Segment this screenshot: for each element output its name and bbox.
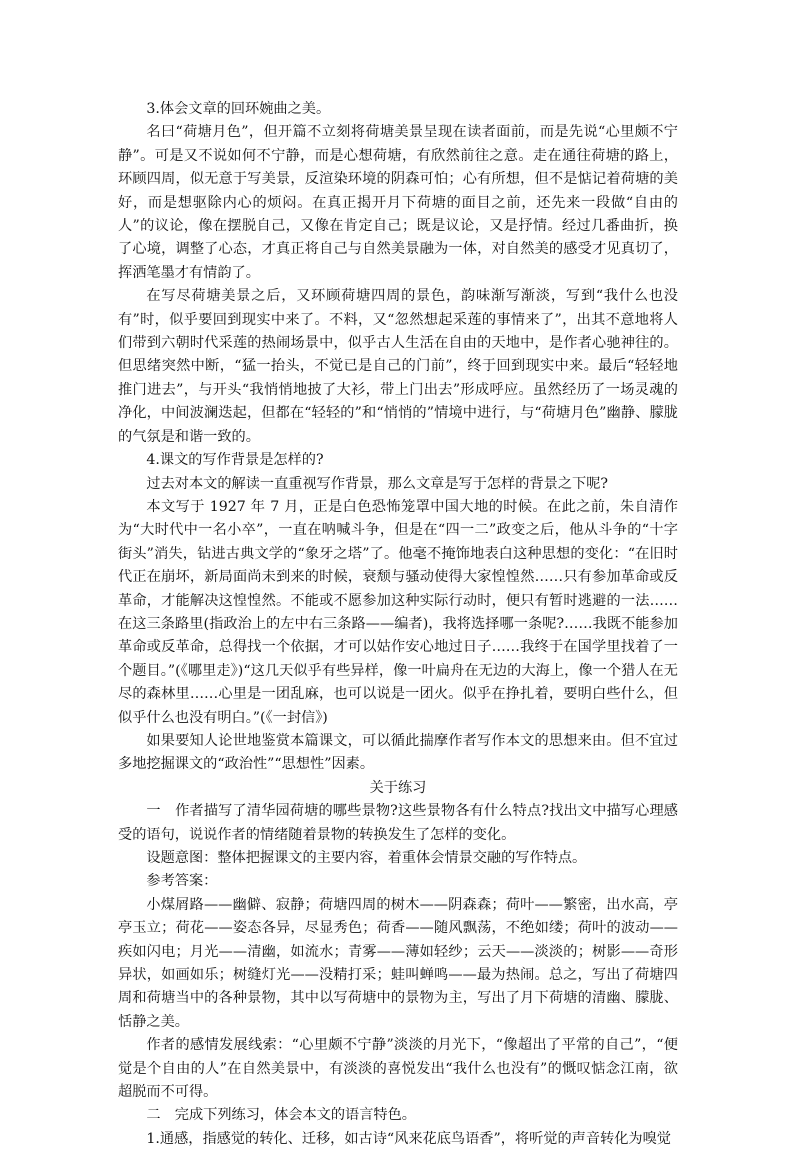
paragraph-section-3-heading: 3.体会文章的回环婉曲之美。	[146, 101, 331, 117]
exercise-1-answer-scenery: 小煤屑路——幽僻、寂静；荷塘四周的树木——阴森森；荷叶——繁密，出水高，亭亭玉立；荷花——姿态各异，尽显秀色；荷香——随风飘荡，不绝如缕；荷叶的波动——疾如闪电；月光——清幽，如流水；青雾——薄如轻纱；云天——淡淡的；树影——奇形异状，如画如乐；树缝灯光——没精打采；蛙叫蝉鸣——最为热闹。总之，写出了荷塘四周和荷塘当中的各种景物，其中以写荷塘中的景物为主，写出了月下荷塘的清幽、朦胧、恬静之美。	[118, 896, 678, 1030]
exercise-2-question: 二 完成下列练习，体会本文的语言特色。	[146, 1107, 416, 1124]
exercise-2-item-1: 1.通感，指感觉的转化、迁移，如古诗“风来花底鸟语香”，将听觉的声音转化为嗅觉	[146, 1130, 671, 1147]
section-title-exercises: 关于练习	[369, 779, 427, 796]
exercise-1-answer-emotion: 作者的感情发展线索：“心里颇不宁静”淡淡的月光下，“像超出了平常的自己”，“便觉是个自由的人”在自然美景中，有淡淡的喜悦发出“我什么也没有”的慨叹惦念江南，欲超脱而不可得。	[118, 1037, 678, 1101]
paragraph-surroundings: 在写尽荷塘美景之后，又环顾荷塘四周的景色，韵味渐写渐淡，写到“我什么也没有”时，似乎要回到现实中来了。不料，又“忽然想起采莲的事情来了”，出其不意地将人们带到六朝时代采莲的热闹场景中，似乎古人生活在自由的天地中，是作者心驰神往的。但思绪突然中断，“猛一抬头，不觉已是自己的门前”，终于回到现实中来。最后“轻轻地推门进去”，与开头“我悄悄地披了大衫，带上门出去”形成呼应。虽然经历了一场灵魂的净化，中间波澜迭起，但都在“轻轻的”和“悄悄的”情境中进行，与“荷塘月色”幽静、朦胧的气氛是和谐一致的。	[118, 288, 678, 445]
paragraph-background-question: 过去对本文的解读一直重视写作背景，那么文章是写于怎样的背景之下呢?	[146, 475, 608, 492]
paragraph-background: 本文写于 1927 年 7 月，正是白色恐怖笼罩中国大地的时候。在此之前，朱自清作为“大时代中一名小卒”，一直在呐喊斗争，但是在“四一二”政变之后，他从斗争的“十字街头”消失，钻进古典文学的“象牙之塔”了。他毫不掩饰地表白这种思想的变化：“在旧时代正在崩坏，新局面尚未到来的时候，衰颓与骚动使得大家惶惶然……只有参加革命或反革命，才能解决这惶惶然。不能或不愿参加这种实际行动时，便只有暂时逃避的一法……在这三条路里(指政治上的左中右三条路——编者)，我将选择哪一条呢?……我既不能参加革命或反革命，总得找一个依据，才可以姑作安心地过日子……我终于在国学里找着了一个题目。”(《哪里走》)“这几天似乎有些异样，像一叶扁舟在无边的大海上，像一个猎人在无尽的森林里……心里是一团乱麻，也可以说是一团火。似乎在挣扎着，要明白些什么，但似乎什么也没有明白。”(《一封信》)	[118, 498, 678, 726]
exercise-1-answer-label: 参考答案：	[146, 873, 218, 890]
paragraph-section-4-heading: 4.课文的写作背景是怎样的?	[146, 452, 324, 469]
exercise-1-question: 一 作者描写了清华园荷塘的哪些景物?这些景物各有什么特点?找出文中描写心理感受的语句，说说作者的情绪随着景物的转换发生了怎样的变化。	[118, 803, 678, 843]
exercise-1-intent: 设题意图：整体把握课文的主要内容，着重体会情景交融的写作特点。	[146, 850, 587, 866]
paragraph-title-analysis: 名曰“荷塘月色”，但开篇不立刻将荷塘美景呈现在读者面前，而是先说“心里颇不宁静”。可是又不说如何不宁静，而是心想荷塘，有欣然前往之意。走在通往荷塘的路上，环顾四周，似无意于写美景，反渲染环境的阴森可怕；心有所想，但不是惦记着荷塘的美好，而是想驱除内心的烦闷。在真正揭开月下荷塘的面目之前，还先来一段做“自由的人”的议论，像在摆脱自己，又像在肯定自己；既是议论，又是抒情。经过几番曲折，换了心境，调整了心态，才真正将自己与自然美景融为一体，对自然美的感受才见真切了，挥洒笔墨才有情韵了。	[118, 124, 678, 281]
paragraph-appreciation: 如果要知人论世地鉴赏本篇课文，可以循此揣摩作者写作本文的思想来由。但不宜过多地挖掘课文的“政治性”“思想性”因素。	[118, 732, 678, 773]
document-page	[118, 98, 678, 1151]
